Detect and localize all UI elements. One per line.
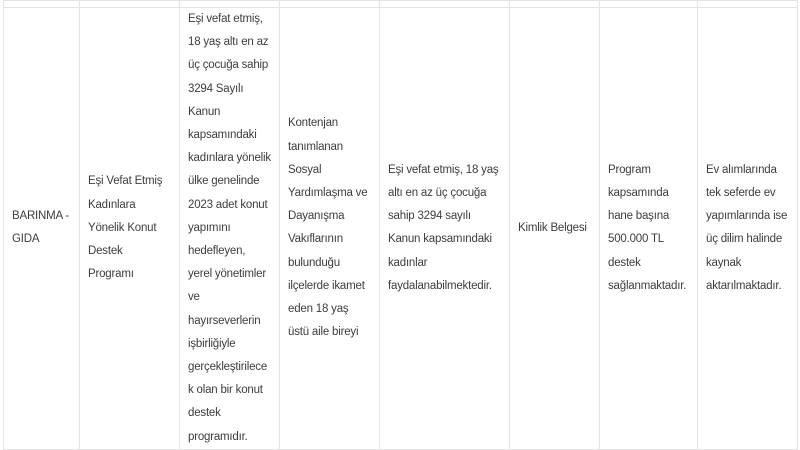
table-cell-empty <box>4 1 80 8</box>
cell-category: BARINMA - GIDA <box>4 8 80 450</box>
table-cell-empty <box>180 1 280 8</box>
program-table <box>3 0 798 450</box>
table-cell-empty <box>380 1 510 8</box>
table-cell-empty <box>80 1 180 8</box>
cell-amount: Program kapsamında hane başına 500.000 TL destek sağlanmaktadır. <box>600 8 698 450</box>
table-cell-empty <box>600 1 698 8</box>
table-cell-empty <box>280 1 380 8</box>
cell-eligibility: Eşi vefat etmiş, 18 yaş altı en az üç çocuğa sahip 3294 sayılı Kanun kapsamındaki kadınlar faydalanabilmektedir. <box>380 8 510 450</box>
table-cell-empty <box>698 1 798 8</box>
table-cell-empty <box>510 1 600 8</box>
cell-documents: Kimlik Belgesi <box>510 8 600 450</box>
cell-description: Eşi vefat etmiş, 18 yaş altı en az üç çocuğa sahip 3294 Sayılı Kanun kapsamındaki kadınlara yönelik ülke genelinde 2023 adet konut yapımını hedefleyen, yerel yönetimler ve hayırseverlerin işbirliğiyle gerçekleştirilecek olan bir konut destek programıdır. <box>180 8 280 450</box>
cell-program-name: Eşi Vefat Etmiş Kadınlara Yönelik Konut Destek Programı <box>80 8 180 450</box>
cell-quota: Kontenjan tanımlanan Sosyal Yardımlaşma ve Dayanışma Vakıflarının bulunduğu ilçelerde ikamet eden 18 yaş üstü aile bireyi <box>280 8 380 450</box>
table-row-previous <box>4 1 798 8</box>
table-row <box>4 8 798 450</box>
cell-payment-note: Ev alımlarında tek seferde ev yapımlarında ise üç dilim halinde kaynak aktarılmaktadır. <box>698 8 798 450</box>
